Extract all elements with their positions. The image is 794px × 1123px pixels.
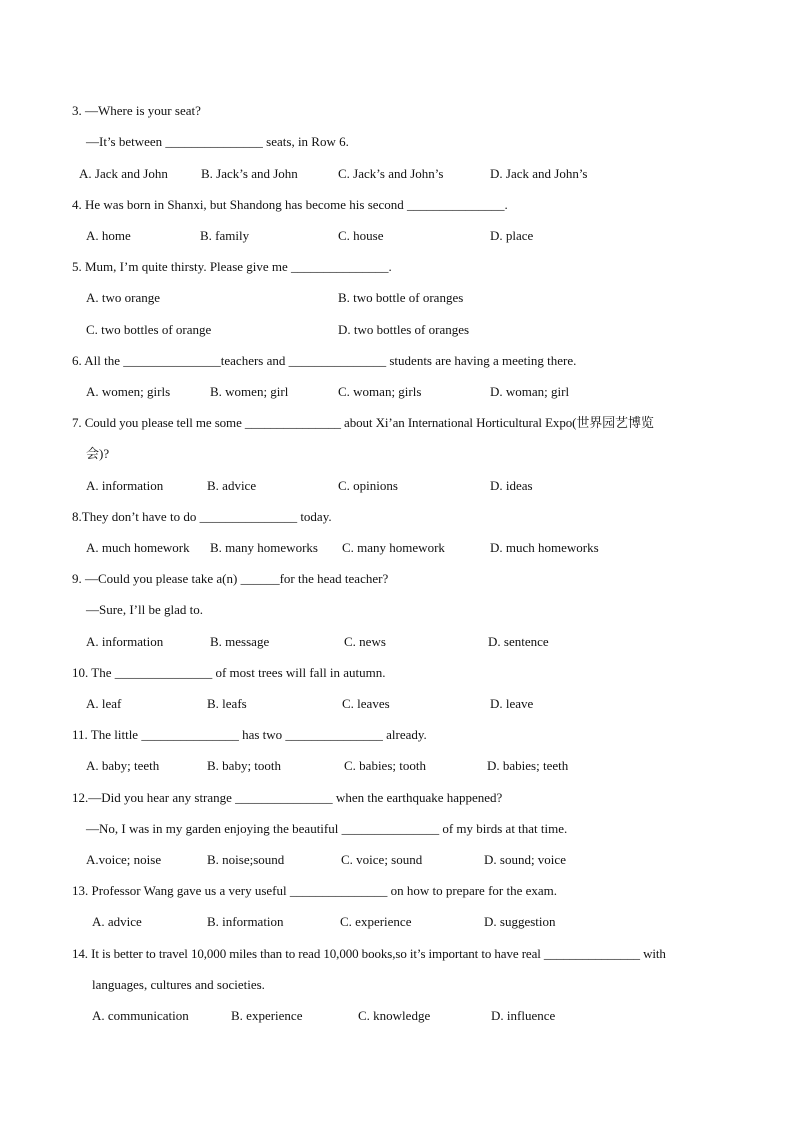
question-7-option-c: C. opinions <box>338 478 398 493</box>
question-11-option-a: A. baby; teeth <box>86 758 160 773</box>
question-6-option-b: B. women; girl <box>210 384 289 399</box>
question-9-option-b: B. message <box>210 634 270 649</box>
question-12-option-c: C. voice; sound <box>341 852 423 867</box>
question-12-stem: 12.—Did you hear any strange _______________ when the earthquake happened? <box>72 790 503 805</box>
question-5-option-b: B. two bottle of oranges <box>338 290 464 305</box>
question-8-option-b: B. many homeworks <box>210 540 318 555</box>
question-9-line-2: —Sure, I’ll be glad to. <box>86 602 203 617</box>
question-9-stem: 9. —Could you please take a(n) ______for the head teacher? <box>72 571 389 586</box>
question-14-option-a: A. communication <box>92 1008 189 1023</box>
question-14-line-2: languages, cultures and societies. <box>92 977 265 992</box>
question-13-option-b: B. information <box>207 914 284 929</box>
question-11-option-b: B. baby; tooth <box>207 758 282 773</box>
question-13-option-a: A. advice <box>92 914 142 929</box>
question-7-option-d: D. ideas <box>490 478 533 493</box>
question-6-stem: 6. All the _______________teachers and _______________ students are having a meeting there. <box>72 353 577 368</box>
question-7-option-a: A. information <box>86 478 164 493</box>
question-13-stem: 13. Professor Wang gave us a very useful _______________ on how to prepare for the exam. <box>72 883 558 898</box>
question-12-option-a: A.voice; noise <box>86 852 162 867</box>
question-9-option-a: A. information <box>86 634 164 649</box>
question-5-option-c: C. two bottles of orange <box>86 322 212 337</box>
question-11-option-d: D. babies; teeth <box>487 758 569 773</box>
question-3-option-d: D. Jack and John’s <box>490 166 588 181</box>
question-8-option-c: C. many homework <box>342 540 445 555</box>
question-14-option-b: B. experience <box>231 1008 303 1023</box>
question-12-option-b: B. noise;sound <box>207 852 285 867</box>
question-5-stem: 5. Mum, I’m quite thirsty. Please give me _______________. <box>72 259 392 274</box>
question-7-line-2: 会)? <box>86 446 110 461</box>
question-10-option-c: C. leaves <box>342 696 390 711</box>
question-3-option-c: C. Jack’s and John’s <box>338 166 444 181</box>
question-10-stem: 10. The _______________ of most trees will fall in autumn. <box>72 665 386 680</box>
question-8-option-a: A. much homework <box>86 540 190 555</box>
question-7-stem: 7. Could you please tell me some _______________ about Xi’an International Horticultural Expo(世界园艺博览 <box>72 415 654 430</box>
question-12-line-2: —No, I was in my garden enjoying the beautiful _______________ of my birds at that time. <box>86 821 568 836</box>
question-10-option-d: D. leave <box>490 696 534 711</box>
question-4-option-c: C. house <box>338 228 384 243</box>
question-14-option-d: D. influence <box>491 1008 556 1023</box>
question-14-stem: 14. It is better to travel 10,000 miles than to read 10,000 books,so it’s important to have real _______________ with <box>72 946 666 961</box>
question-9-option-d: D. sentence <box>488 634 549 649</box>
question-3-stem: 3. —Where is your seat? <box>72 103 201 118</box>
question-8-stem: 8.They don’t have to do _______________ today. <box>72 509 332 524</box>
question-4-option-d: D. place <box>490 228 534 243</box>
question-5-option-d: D. two bottles of oranges <box>338 322 470 337</box>
question-6-option-a: A. women; girls <box>86 384 171 399</box>
question-3-option-a: A. Jack and John <box>79 166 168 181</box>
question-11-option-c: C. babies; tooth <box>344 758 426 773</box>
question-4-option-a: A. home <box>86 228 131 243</box>
question-6-option-d: D. woman; girl <box>490 384 570 399</box>
question-9-option-c: C. news <box>344 634 386 649</box>
question-13-option-d: D. suggestion <box>484 914 556 929</box>
question-14-option-c: C. knowledge <box>358 1008 431 1023</box>
question-10-option-b: B. leafs <box>207 696 247 711</box>
question-5-option-a: A. two orange <box>86 290 161 305</box>
question-13-option-c: C. experience <box>340 914 412 929</box>
question-4-option-b: B. family <box>200 228 250 243</box>
question-4-stem: 4. He was born in Shanxi, but Shandong has become his second _______________. <box>72 197 508 212</box>
question-8-option-d: D. much homeworks <box>490 540 599 555</box>
question-6-option-c: C. woman; girls <box>338 384 422 399</box>
question-11-stem: 11. The little _______________ has two _______________ already. <box>72 727 427 742</box>
question-3-line-2: —It’s between _______________ seats, in Row 6. <box>86 134 349 149</box>
question-12-option-d: D. sound; voice <box>484 852 566 867</box>
question-10-option-a: A. leaf <box>86 696 122 711</box>
question-3-option-b: B. Jack’s and John <box>201 166 298 181</box>
question-7-option-b: B. advice <box>207 478 257 493</box>
